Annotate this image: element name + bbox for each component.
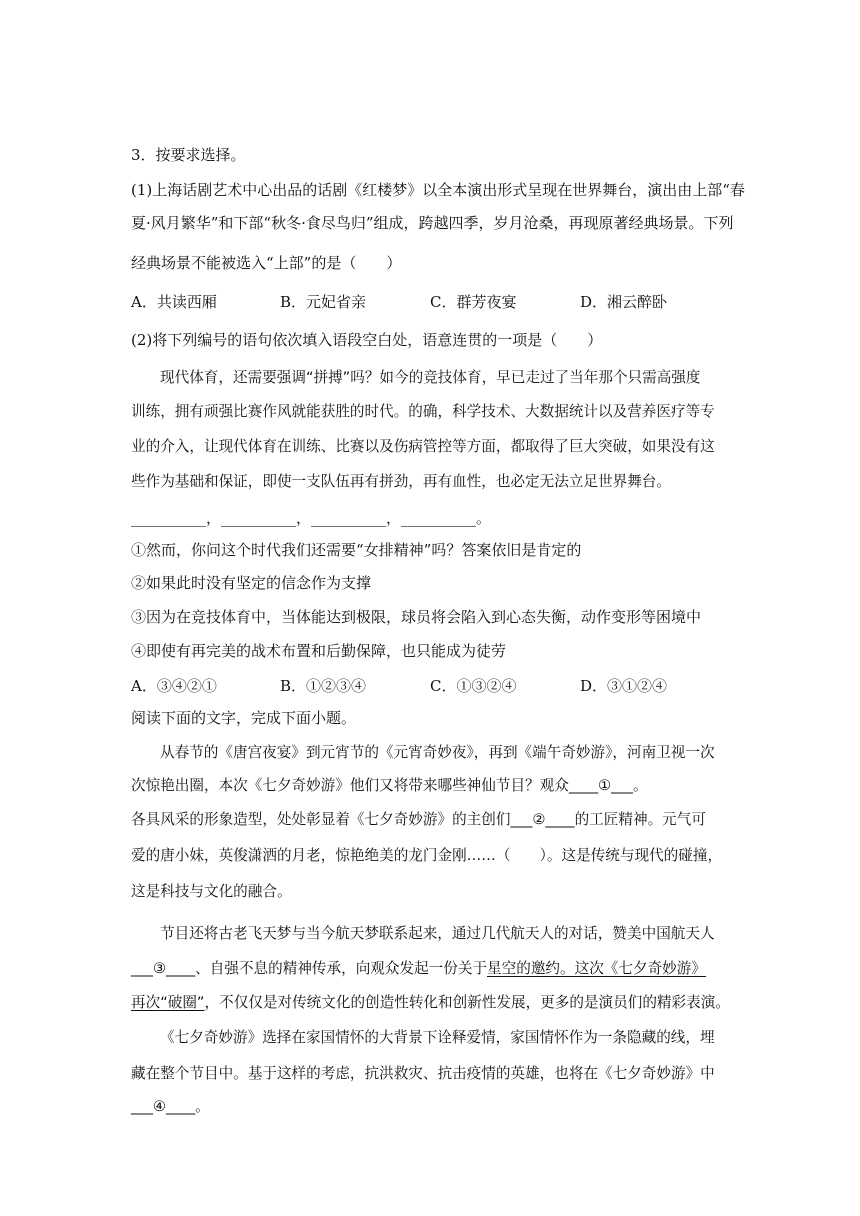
reading-line: 藏在整个节目中。基于这样的考虑，抗洪救灾、抗击疫情的英雄，也将在《七夕奇妙游》中 bbox=[131, 1065, 715, 1082]
fill-blanks: __________，__________，__________，__________。 bbox=[131, 509, 492, 527]
passage-line: 业的介入，让现代体育在训练、比赛以及伤病管控等方面，都取得了巨大突破，如果没有这 bbox=[131, 438, 715, 455]
sentence-item: ①然而，你问这个时代我们还需要“女排精神”吗？答案依旧是肯定的 bbox=[131, 541, 582, 559]
q1-option-d[interactable]: D．湘云醉卧 bbox=[580, 293, 668, 311]
reading-line: 爱的唐小妹，英俊潇洒的月老，惊艳绝美的龙门金刚……（ ）。这是传统与现代的碰撞， bbox=[131, 847, 723, 864]
q2-option-a[interactable]: A．③④②① bbox=[131, 677, 217, 695]
sentence-item: ②如果此时没有坚定的信念作为支撑 bbox=[131, 574, 372, 592]
reading-line: 次惊艳出圈，本次《七夕奇妙游》他们又将带来哪些神仙节目？观众____①___。 bbox=[131, 777, 648, 794]
passage-line: 现代体育，还需要强调“拼搏”吗？如今的竞技体育，早已走过了当年那个只需高强度 bbox=[160, 369, 701, 386]
reading-line: 从春节的《唐宫夜宴》到元宵节的《元宵奇妙夜》，再到《端午奇妙游》，河南卫视一次 bbox=[160, 744, 715, 761]
q2-option-c[interactable]: C．①③②④ bbox=[430, 677, 517, 695]
reading-line: ___④____。 bbox=[131, 1098, 210, 1115]
q1-stem-line: 经典场景不能被选入“上部”的是（ ） bbox=[131, 254, 402, 272]
question-title: 3．按要求选择。 bbox=[131, 146, 246, 164]
q2-option-d[interactable]: D．③①②④ bbox=[580, 677, 668, 695]
q1-option-b[interactable]: B．元妃省亲 bbox=[280, 293, 367, 311]
q2-option-b[interactable]: B．①②③④ bbox=[280, 677, 367, 695]
q1-stem-line: 夏·风月繁华”和下部“秋冬·食尽鸟归”组成，跨越四季，岁月沧桑，再现原著经典场景。下列 bbox=[131, 214, 734, 232]
reading-line: 这是科技与文化的融合。 bbox=[131, 883, 292, 900]
sentence-item: ④即使有再完美的战术布置和后勤保障，也只能成为徒劳 bbox=[131, 642, 507, 660]
underlined-text: 星空的邀约。这次《七夕奇妙游》 bbox=[487, 960, 706, 977]
q2-stem: (2)将下列编号的语句依次填入语段空白处，语意连贯的一项是（ ） bbox=[131, 331, 603, 349]
q1-option-a[interactable]: A．共读西厢 bbox=[131, 293, 217, 311]
reading-text: ，不仅仅是对传统文化的创造性转化和创新性发展，更多的是演员们的精彩表演。 bbox=[204, 994, 730, 1011]
reading-text: ___③____、自强不息的精神传承，向观众发起一份关于 bbox=[131, 960, 488, 977]
sentence-item: ③因为在竞技体育中，当体能达到极限，球员将会陷入到心态失衡，动作变形等困境中 bbox=[131, 608, 702, 626]
reading-line bbox=[131, 959, 706, 979]
underlined-text: 再次“破圈” bbox=[131, 994, 205, 1011]
passage-line: 些作为基础和保证，即使一支队伍再有拼劲，再有血性，也必定无法立足世界舞台。 bbox=[131, 473, 671, 490]
q1-stem-line: (1)上海话剧艺术中心出品的话剧《红楼梦》以全本演出形式呈现在世界舞台，演出由上部“春 bbox=[131, 181, 745, 199]
reading-line bbox=[131, 993, 730, 1013]
reading-line: 各具风采的形象造型，处处彰显着《七夕奇妙游》的主创们___②____的工匠精神。元气可 bbox=[131, 811, 706, 828]
reading-intro: 阅读下面的文字，完成下面小题。 bbox=[131, 709, 357, 727]
q1-option-c[interactable]: C．群芳夜宴 bbox=[430, 293, 517, 311]
reading-line: 《七夕奇妙游》选择在家国情怀的大背景下诠释爱情，家国情怀作为一条隐藏的线，埋 bbox=[160, 1029, 715, 1046]
reading-line: 节目还将古老飞天梦与当今航天梦联系起来，通过几代航天人的对话，赞美中国航天人 bbox=[160, 925, 715, 942]
passage-line: 训练，拥有顽强比赛作风就能获胜的时代。的确，科学技术、大数据统计以及营养医疗等专 bbox=[131, 403, 715, 420]
